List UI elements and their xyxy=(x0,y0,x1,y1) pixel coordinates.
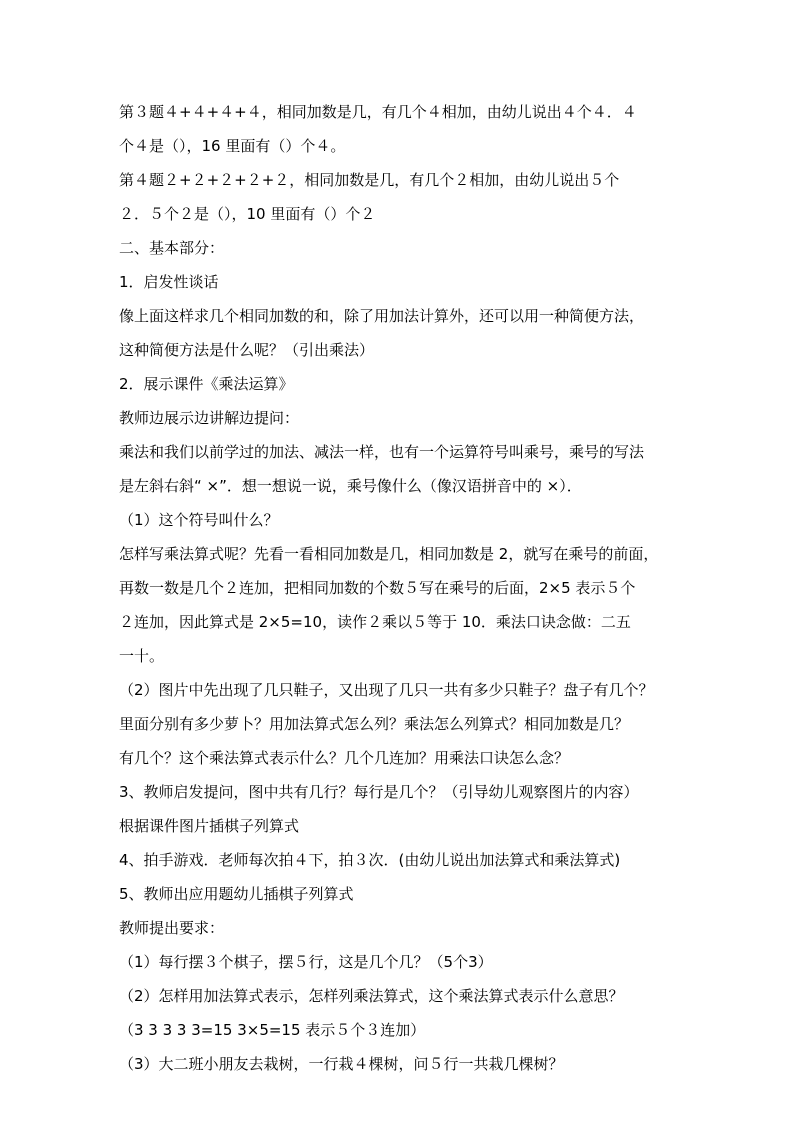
text-line: 再数一数是几个２连加，把相同加数的个数５写在乘号的后面，2×5 表示５个 xyxy=(119,579,636,597)
text-line: 4、拍手游戏．老师每次拍４下，拍３次．(由幼儿说出加法算式和乘法算式) xyxy=(119,851,621,869)
text-line: 1．启发性谈话 xyxy=(119,273,219,291)
text-line: 是左斜右斜“ ×”．想一想说一说，乘号像什么（像汉语拼音中的 ×）． xyxy=(119,477,582,495)
text-line: 个４是（），16 里面有（）个４。 xyxy=(119,137,346,155)
text-line: 这种简便方法是什么呢？（引出乘法） xyxy=(119,341,375,359)
text-line: ２．５个２是（），10 里面有（）个２ xyxy=(119,205,376,223)
section-heading: 二、基本部分： xyxy=(119,239,225,257)
text-line: ２连加，因此算式是 2×5=10，读作２乘以５等于 10．乘法口诀念做：二五 xyxy=(119,613,631,631)
text-line: 里面分别有多少萝卜？用加法算式怎么列？乘法怎么列算式？相同加数是几？ xyxy=(119,715,630,733)
text-line: 像上面这样求几个相同加数的和，除了用加法计算外，还可以用一种简便方法， xyxy=(119,307,645,325)
text-line: 第４题２+２+２+２+２，相同加数是几，有几个２相加，由幼儿说出５个 xyxy=(119,171,620,189)
text-line: 乘法和我们以前学过的加法、减法一样，也有一个运算符号叫乘号，乘号的写法 xyxy=(119,443,645,461)
document-body xyxy=(119,95,679,1081)
text-line: 有几个？这个乘法算式表示什么？几个几连加？用乘法口诀怎么念？ xyxy=(119,749,570,767)
text-line: （2）图片中先出现了几只鞋子，又出现了几只一共有多少只鞋子？盘子有几个？ xyxy=(119,681,654,699)
text-line: 5、教师出应用题幼儿插棋子列算式 xyxy=(119,885,354,903)
text-line: 根据课件图片插棋子列算式 xyxy=(119,817,300,835)
text-line: 3、教师启发提问，图中共有几行？每行是几个？（引导幼儿观察图片的内容） xyxy=(119,783,639,801)
text-line: （3 3 3 3 3=15 3×5=15 表示５个３连加） xyxy=(119,1021,426,1039)
text-line: 教师边展示边讲解边提问： xyxy=(119,409,300,427)
text-line: （3）大二班小朋友去栽树，一行栽４棵树，问５行一共栽几棵树？ xyxy=(119,1055,564,1073)
text-line: 第３题４+４+４+４，相同加数是几，有几个４相加，由幼儿说出４个４．４ xyxy=(119,103,637,121)
text-line: （1）这个符号叫什么？ xyxy=(119,511,279,529)
text-line: 教师提出要求： xyxy=(119,919,225,937)
text-line: （1）每行摆３个棋子，摆５行，这是几个几？（5个3） xyxy=(119,953,493,971)
text-line: 怎样写乘法算式呢？先看一看相同加数是几，相同加数是 2，就写在乘号的前面， xyxy=(119,545,659,563)
text-line: 2．展示课件《乘法运算》 xyxy=(119,375,294,393)
text-line: （2）怎样用加法算式表示，怎样列乘法算式，这个乘法算式表示什么意思？ xyxy=(119,987,624,1005)
text-line: 一十。 xyxy=(119,647,165,665)
